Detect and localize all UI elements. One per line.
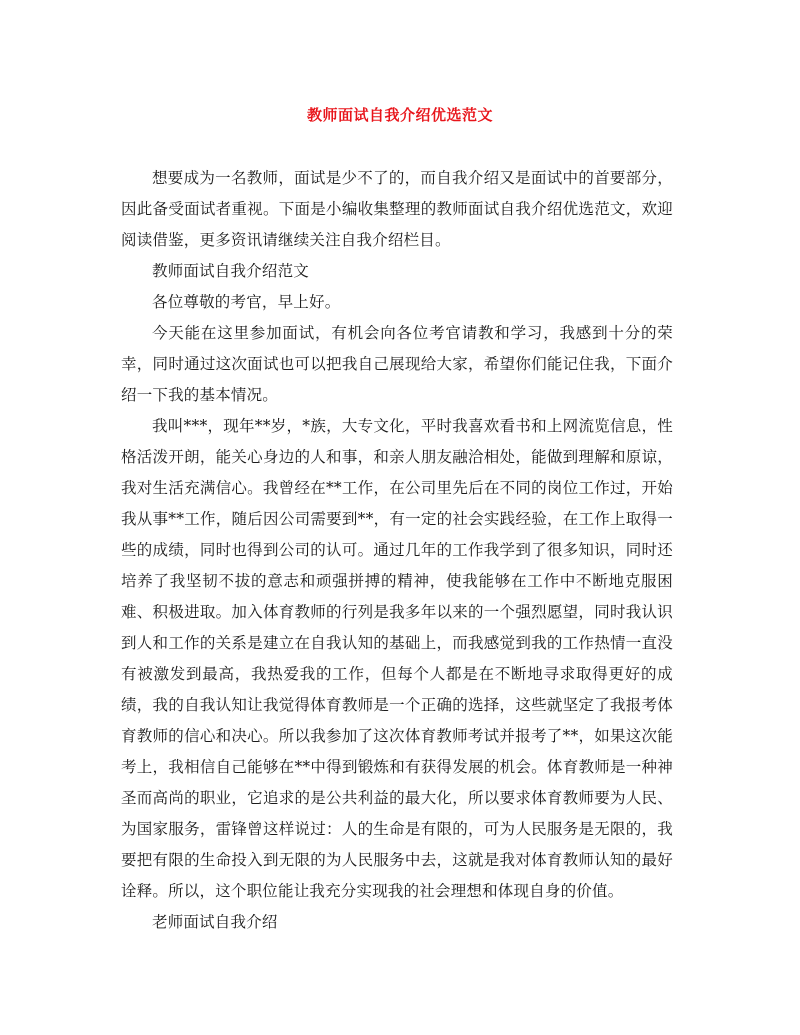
document-title: 教师面试自我介绍优选范文 [306, 106, 493, 124]
section-heading-teacher-intro: 老师面试自我介绍 [152, 913, 278, 931]
paragraph-greeting: 各位尊敬的考官，早上好。 [152, 293, 341, 311]
paragraph-self-description: 我叫***，现年**岁，*族，大专文化，平时我喜欢看书和上网流览信息，性格活泼开朗，能关心身边的人和事，和亲人朋友融洽相处，能做到理解和原谅，我对生活充满信心。我曾经在**工作，在公司里先后在不同的岗位工作过，开始我从事**工作，随后因公司需要到**，有一定的社会实践经验，在工作上取得一些的成绩，同时也得到公司的认可。通过几年的工作我学到了很多知识，同时还培养了我坚韧不拔的意志和顽强拼搏的精神，使我能够在工作中不断地克服困难、积极进取。加入体育教师的行列是我多年以来的一个强烈愿望，同时我认识到人和工作的关系是建立在自我认知的基础上，而我感觉到我的工作热情一直没有被激发到最高，我热爱我的工作，但每个人都是在不断地寻求取得更好的成绩，我的自我认知让我觉得体育教师是一个正确的选择，这些就坚定了我报考体育教师的信心和决心。所以我参加了这次体育教师考试并报考了**，如果这次能考上，我相信自己能够在**中得到锻炼和有获得发展的机会。体育教师是一种神圣而高尚的职业，它追求的是公共利益的最大化，所以要求体育教师要为人民、为国家服务，雷锋曾这样说过：人的生命是有限的，可为人民服务是无限的，我要把有限的生命投入到无限的为人民服务中去，这就是我对体育教师认知的最好诠释。所以，这个职位能让我充分实现我的社会理想和体现自身的价值。 [121, 417, 673, 900]
section-heading-teacher-sample: 教师面试自我介绍范文 [152, 262, 310, 280]
paragraph-intro: 想要成为一名教师，面试是少不了的，而自我介绍又是面试中的首要部分，因此备受面试者重视。下面是小编收集整理的教师面试自我介绍优选范文，欢迎阅读借鉴，更多资讯请继续关注自我介绍栏目。 [121, 169, 673, 249]
document-body [121, 163, 673, 938]
paragraph-opening: 今天能在这里参加面试，有机会向各位考官请教和学习，我感到十分的荣幸，同时通过这次面试也可以把我自己展现给大家，希望你们能记住我，下面介绍一下我的基本情况。 [121, 324, 673, 404]
